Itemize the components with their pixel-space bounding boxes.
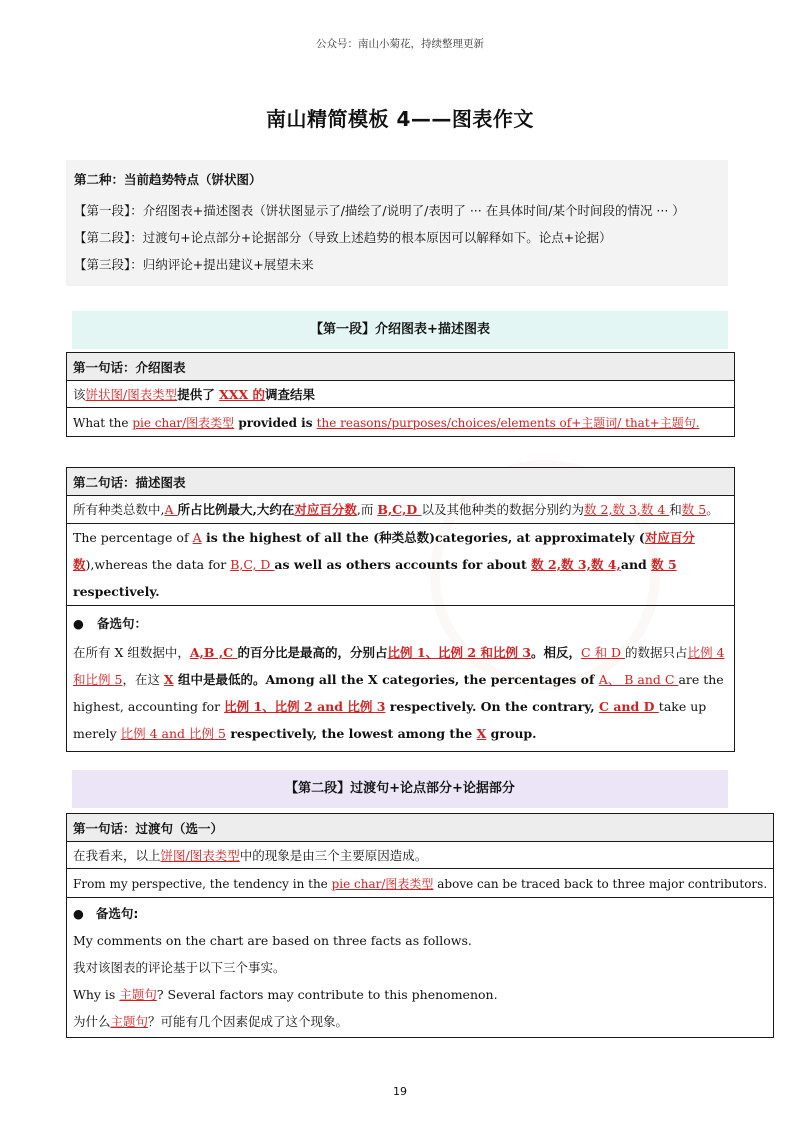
intro-para-1: 【第一段】：介绍图表+描述图表（饼状图显示了/描绘了/说明了/表明了 ··· 在具体时间/某个时间段的情况 ··· ） [74,203,685,218]
intro-para-3: 【第三段】：归纳评论+提出建议+展望未来 [74,257,314,272]
bullet-icon: ● [73,906,84,921]
page-header: 公众号：南山小菊花，持续整理更新 [316,38,484,50]
bullet-icon: ● [73,616,84,631]
table-head: 第二句话：描述图表 [67,468,735,496]
table-row: 该饼状图/图表类型提供了 XXX 的调查结果 [67,381,735,408]
table-head: 第一句话：介绍图表 [67,353,735,381]
table-row: 在我看来，以上饼图/图表类型中的现象是由三个主要原因造成。 [67,842,774,869]
intro-subtitle: 第二种：当前趋势特点（饼状图） [74,172,262,187]
table-row: The percentage of A is the highest of all the (种类总数)categories, at approximately (对应百分数),whereas the data for B,C, D as well as others accounts for about 数 2,数 3,数 4,and 数 5 respectively. [67,524,735,606]
table-row: ● 备选句： 在所有 X 组数据中，A,B ,C 的百分比是最高的，分别占比例 1、比例 2 和比例 3。相反，C 和 D 的数据只占比例 4 和比例 5，在这 X 组中是最低的。Among all the X categories, the percentages of A、 B and C are the highest, accounting for 比例 1、比例 2 and 比例 3 respectively. On the contrary, C and D take up merely 比例 4 and 比例 5 respectively, the lowest among the X group. [67,606,735,752]
table-row: From my perspective, the tendency in the pie char/图表类型 above can be traced back to three major contributors. [67,869,774,898]
table-intro-chart [66,352,735,437]
table-describe-chart [66,467,735,752]
table-transition [66,813,774,1038]
table-row: What the pie char/图表类型 provided is the reasons/purposes/choices/elements of+主题词/ that+主题句. [67,408,735,437]
page-number: 19 [393,1085,407,1098]
table-row: 所有种类总数中,A 所占比例最大,大约在对应百分数,而 B,C,D 以及其他种类的数据分别约为数 2,数 3,数 4 和数 5。 [67,496,735,524]
intro-box [66,160,728,286]
section-band-2: 【第二段】过渡句+论点部分+论据部分 [72,770,728,808]
page-title: 南山精简模板 4——图表作文 [266,107,534,131]
section-band-1: 【第一段】介绍图表+描述图表 [72,311,728,349]
intro-para-2: 【第二段】：过渡句+论点部分+论据部分（导致上述趋势的根本原因可以解释如下。论点+论据） [74,230,612,245]
table-head: 第一句话：过渡句（选一） [67,814,774,842]
table-row: ● 备选句: My comments on the chart are based on three facts as follows. 我对该图表的评论基于以下三个事实。 Why is 主题句? Several factors may contribute to this phenomenon. 为什么主题句？可能有几个因素促成了这个现象。 [67,898,774,1038]
